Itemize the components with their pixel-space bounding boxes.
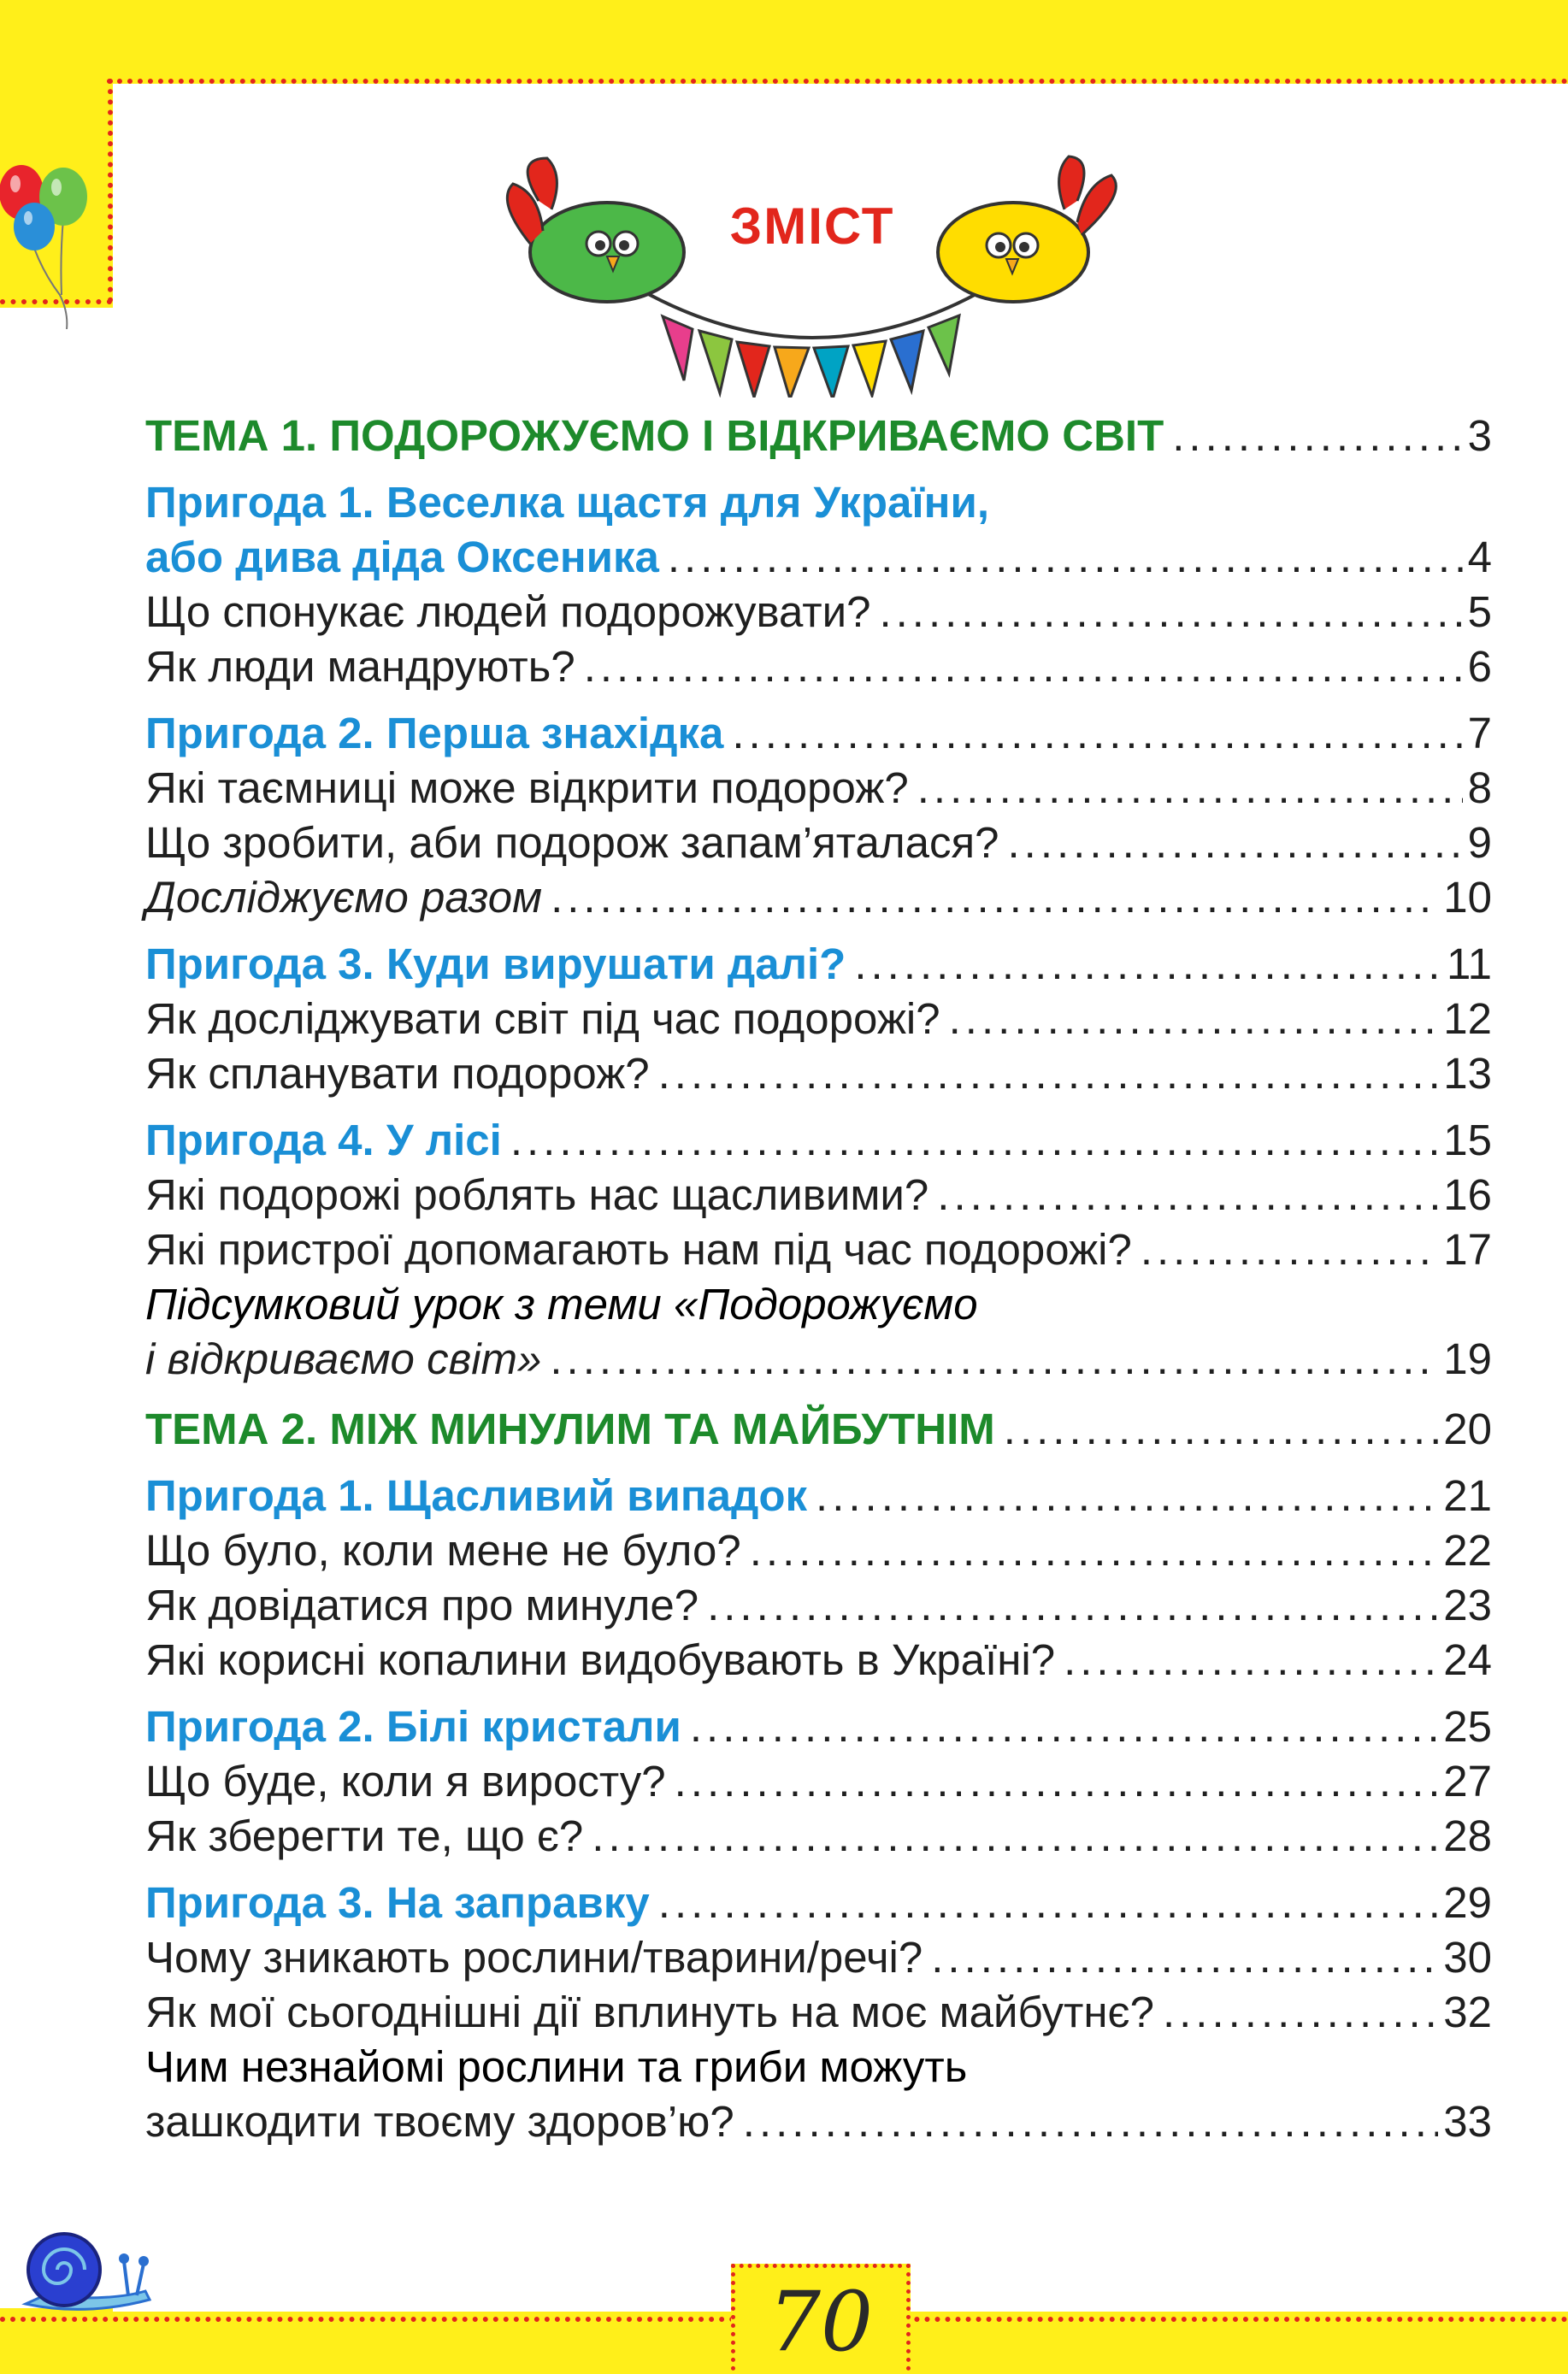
toc-entry-title: Пригода 4. У лісі [145, 1116, 502, 1164]
dot-leader [550, 1332, 1438, 1387]
toc-entry[interactable] [145, 1700, 1492, 1754]
toc-entry[interactable] [145, 870, 1492, 925]
toc-entry-page: 20 [1443, 1405, 1492, 1453]
toc-entry[interactable] [145, 1985, 1492, 2040]
toc-entry[interactable] [145, 761, 1492, 816]
toc-entry-first-line: Пригода 1. Веселка щастя для України, [145, 478, 990, 527]
toc-entry-page: 27 [1443, 1757, 1492, 1806]
dot-leader [658, 1046, 1439, 1101]
toc-entry-title: Які таємниці може відкрити подорож? [145, 763, 909, 812]
toc-entry[interactable] [145, 1168, 1492, 1222]
dot-leader [658, 1876, 1438, 1930]
toc-entry-page: 28 [1443, 1811, 1492, 1860]
toc-entry-page: 9 [1467, 818, 1492, 867]
toc-entry-title: Пригода 3. На заправку [145, 1878, 650, 1927]
toc-entry-page: 32 [1443, 1988, 1492, 2036]
toc-entry[interactable] [145, 1469, 1492, 1523]
toc-entry-title: Що буде, коли я виросту? [145, 1757, 666, 1806]
dot-leader [1064, 1633, 1438, 1688]
dot-leader [1141, 1222, 1438, 1277]
toc-entry-page: 23 [1443, 1581, 1492, 1629]
toc-entry-page: 24 [1443, 1635, 1492, 1684]
toc-entry-title: Пригода 1. Щасливий випадок [145, 1471, 808, 1520]
toc-entry[interactable] [145, 992, 1492, 1046]
toc-entry[interactable] [145, 1222, 1492, 1277]
toc-entry[interactable] [145, 1930, 1492, 1985]
toc-entry-page: 22 [1443, 1526, 1492, 1575]
dot-leader [690, 1700, 1438, 1754]
toc-entry-title: Які корисні копалини видобувають в Україні? [145, 1635, 1056, 1684]
toc-entry[interactable] [145, 639, 1492, 694]
toc-entry[interactable] [145, 585, 1492, 639]
toc-entry-title: Пригода 2. Білі кристали [145, 1702, 681, 1751]
toc-entry[interactable] [145, 1402, 1492, 1457]
dot-leader [551, 870, 1438, 925]
toc-entry-title: Які подорожі роблять нас щасливими? [145, 1170, 929, 1219]
toc-entry[interactable] [145, 706, 1492, 761]
dot-leader [1163, 1985, 1438, 2040]
toc-entry-title: Чому зникають рослини/тварини/речі? [145, 1933, 923, 1982]
dot-leader [592, 1809, 1438, 1864]
page-number: 70 [768, 2274, 874, 2370]
dot-leader [949, 992, 1439, 1046]
toc-entry-title: Пригода 2. Перша знахідка [145, 709, 724, 757]
toc-entry-page: 4 [1467, 533, 1492, 581]
toc-entry-page: 29 [1443, 1878, 1492, 1927]
toc-entry-page: 6 [1467, 642, 1492, 691]
dot-leader [584, 639, 1463, 694]
toc-entry[interactable] [145, 1633, 1492, 1688]
dot-leader [1007, 816, 1462, 870]
toc-entry[interactable] [145, 1578, 1492, 1633]
dot-leader [854, 937, 1441, 992]
toc-entry-page: 11 [1447, 940, 1492, 988]
toc-entry-title: і відкриваємо світ» [145, 1334, 542, 1383]
toc-entry-page: 21 [1443, 1471, 1492, 1520]
page-title: ЗМІСТ [729, 197, 895, 255]
toc-entry-page: 17 [1443, 1225, 1492, 1274]
toc-entry-page: 25 [1443, 1702, 1492, 1751]
toc-entry[interactable] [145, 2094, 1492, 2149]
toc-entry[interactable] [145, 1809, 1492, 1864]
toc-entry-page: 15 [1443, 1116, 1492, 1164]
dot-leader [707, 1578, 1438, 1633]
toc-entry[interactable] [145, 1046, 1492, 1101]
toc-entry-page: 13 [1443, 1049, 1492, 1098]
toc-entry-page: 8 [1467, 763, 1492, 812]
toc-entry-title: Як люди мандрують? [145, 642, 575, 691]
toc-entry-page: 16 [1443, 1170, 1492, 1219]
toc-entry-title: Як довідатися про минуле? [145, 1581, 699, 1629]
toc-entry[interactable] [145, 816, 1492, 870]
toc-entry-title: Досліджуємо разом [145, 873, 543, 922]
toc-entry-title: Що спонукає людей подорожувати? [145, 587, 871, 636]
toc-entry-first-line: Підсумковий урок з теми «Подорожуємо [145, 1280, 978, 1328]
toc-entry-page: 7 [1467, 709, 1492, 757]
dot-leader [1004, 1402, 1438, 1457]
toc-entry-title: Як мої сьогоднішні дії вплинуть на моє майбутнє? [145, 1988, 1154, 2036]
toc-entry-title: або дива діда Оксеника [145, 533, 659, 581]
toc-entry-page: 30 [1443, 1933, 1492, 1982]
toc-entry-title: Що зробити, аби подорож запам’яталася? [145, 818, 999, 867]
dot-leader [917, 761, 1463, 816]
dot-leader [937, 1168, 1438, 1222]
toc-entry-title: Як досліджувати світ під час подорожі? [145, 994, 940, 1043]
table-of-contents [145, 409, 1492, 2149]
toc-entry[interactable] [145, 530, 1492, 585]
dot-leader [743, 2094, 1438, 2149]
dot-leader [732, 706, 1462, 761]
balloons-icon [0, 158, 111, 329]
toc-entry-title: Пригода 3. Куди вирушати далі? [145, 940, 846, 988]
dot-leader [931, 1930, 1438, 1985]
dot-leader [816, 1469, 1438, 1523]
toc-entry-page: 5 [1467, 587, 1492, 636]
toc-entry-title: зашкодити твоєму здоров’ю? [145, 2097, 734, 2146]
toc-entry-title: Як зберегти те, що є? [145, 1811, 584, 1860]
toc-entry[interactable] [145, 1113, 1492, 1168]
dot-leader [1172, 409, 1462, 463]
toc-entry-title: ТЕМА 2. МІЖ МИНУЛИМ ТА МАЙБУТНІМ [145, 1405, 995, 1453]
dot-leader [750, 1523, 1439, 1578]
toc-entry-page: 3 [1467, 411, 1492, 460]
dotted-border-top [107, 79, 1568, 84]
toc-entry[interactable] [145, 1332, 1492, 1387]
toc-entry[interactable] [145, 937, 1492, 992]
birds-bunting-icon [479, 150, 1146, 398]
toc-entry-title: Що було, коли мене не було? [145, 1526, 741, 1575]
dot-leader [675, 1754, 1439, 1809]
dot-leader [879, 585, 1462, 639]
dot-leader [668, 530, 1463, 585]
toc-entry-first-line: Чим незнайомі рослини та гриби можуть [145, 2042, 968, 2091]
toc-entry-page: 33 [1443, 2097, 1492, 2146]
snail-icon [9, 2223, 154, 2317]
dot-leader [510, 1113, 1438, 1168]
toc-entry-page: 19 [1443, 1334, 1492, 1383]
toc-entry-title: Які пристрої допомагають нам під час подорожі? [145, 1225, 1132, 1274]
toc-entry-title: ТЕМА 1. ПОДОРОЖУЄМО І ВІДКРИВАЄМО СВІТ [145, 411, 1164, 460]
toc-entry-page: 12 [1443, 994, 1492, 1043]
toc-entry-title: Як спланувати подорож? [145, 1049, 650, 1098]
toc-entry[interactable] [145, 1876, 1492, 1930]
page-number-box [731, 2264, 911, 2371]
toc-entry[interactable] [145, 1523, 1492, 1578]
toc-entry[interactable] [145, 409, 1492, 463]
toc-entry[interactable] [145, 1754, 1492, 1809]
toc-entry-page: 10 [1443, 873, 1492, 922]
